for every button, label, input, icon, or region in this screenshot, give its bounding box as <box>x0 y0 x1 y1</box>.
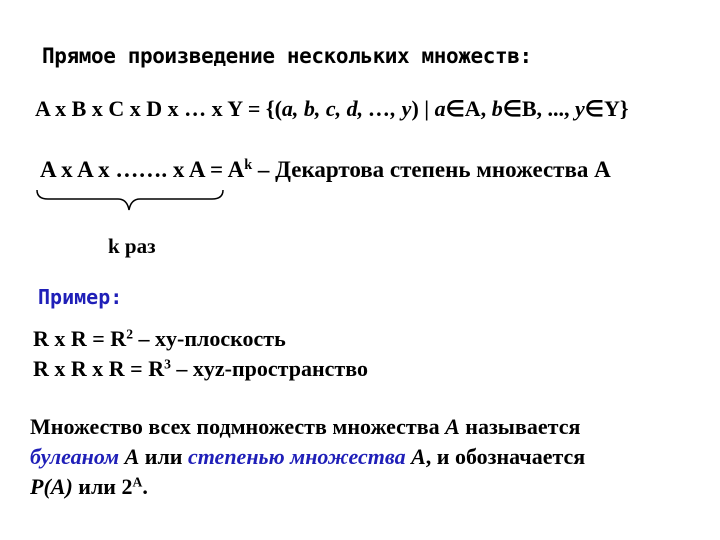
example-2-exp: 3 <box>164 356 171 372</box>
powerset-end: . <box>142 474 148 499</box>
term-power-of-set: степенью множества <box>187 444 406 469</box>
slide-title: Прямое произведение нескольких множеств: <box>42 44 532 68</box>
example-1-lhs: R x R = R <box>33 326 127 351</box>
underbrace-path <box>37 190 223 210</box>
powerset-exp: A <box>132 474 143 490</box>
example-heading: Пример: <box>38 285 123 309</box>
power-lhs: A x A x ……. x A = A <box>40 157 245 182</box>
formula-tuple: a, b, c, d, …, y <box>281 96 412 121</box>
formula-lhs: A x B x C x D x … x Y = {( <box>35 96 282 121</box>
powerset-line-2 <box>30 444 585 470</box>
example-1-exp: 2 <box>126 326 134 342</box>
example-2-rest: – xyz-пространство <box>170 356 368 381</box>
powerset-l1-b: называется <box>459 414 581 439</box>
example-1-rest: – xy-плоскость <box>133 326 286 351</box>
cartesian-power-formula <box>40 157 611 183</box>
membership-a: ∈A, <box>445 96 492 121</box>
power-description: – Декартова степень множества A <box>252 157 611 182</box>
power-exponent: k <box>244 157 253 174</box>
cartesian-product-formula <box>35 96 629 122</box>
example-line-1 <box>33 326 286 352</box>
membership-b: ∈B, ..., <box>502 96 576 121</box>
element-b: b <box>491 96 503 121</box>
powerset-l2-set2: A <box>405 444 426 469</box>
powerset-l2-or: или <box>139 444 188 469</box>
term-boolean: булеаном <box>30 444 120 469</box>
powerset-l1-a: Множество всех подмножеств множества <box>30 414 446 439</box>
powerset-line-1 <box>30 414 580 440</box>
powerset-or: или 2 <box>72 474 133 499</box>
powerset-notation: P(A) <box>30 474 73 499</box>
element-a: a <box>434 96 446 121</box>
powerset-l2-set1: A <box>119 444 140 469</box>
powerset-line-3 <box>30 474 148 500</box>
brace-label: k раз <box>108 234 156 258</box>
element-y: y <box>575 96 585 121</box>
example-2-lhs: R x R x R = R <box>33 356 165 381</box>
underbrace <box>34 188 229 214</box>
powerset-l2-end: , и обозначается <box>425 444 586 469</box>
formula-mid: ) | <box>411 96 435 121</box>
example-line-2 <box>33 356 368 382</box>
membership-y: ∈Y} <box>584 96 629 121</box>
powerset-l1-set: A <box>445 414 460 439</box>
